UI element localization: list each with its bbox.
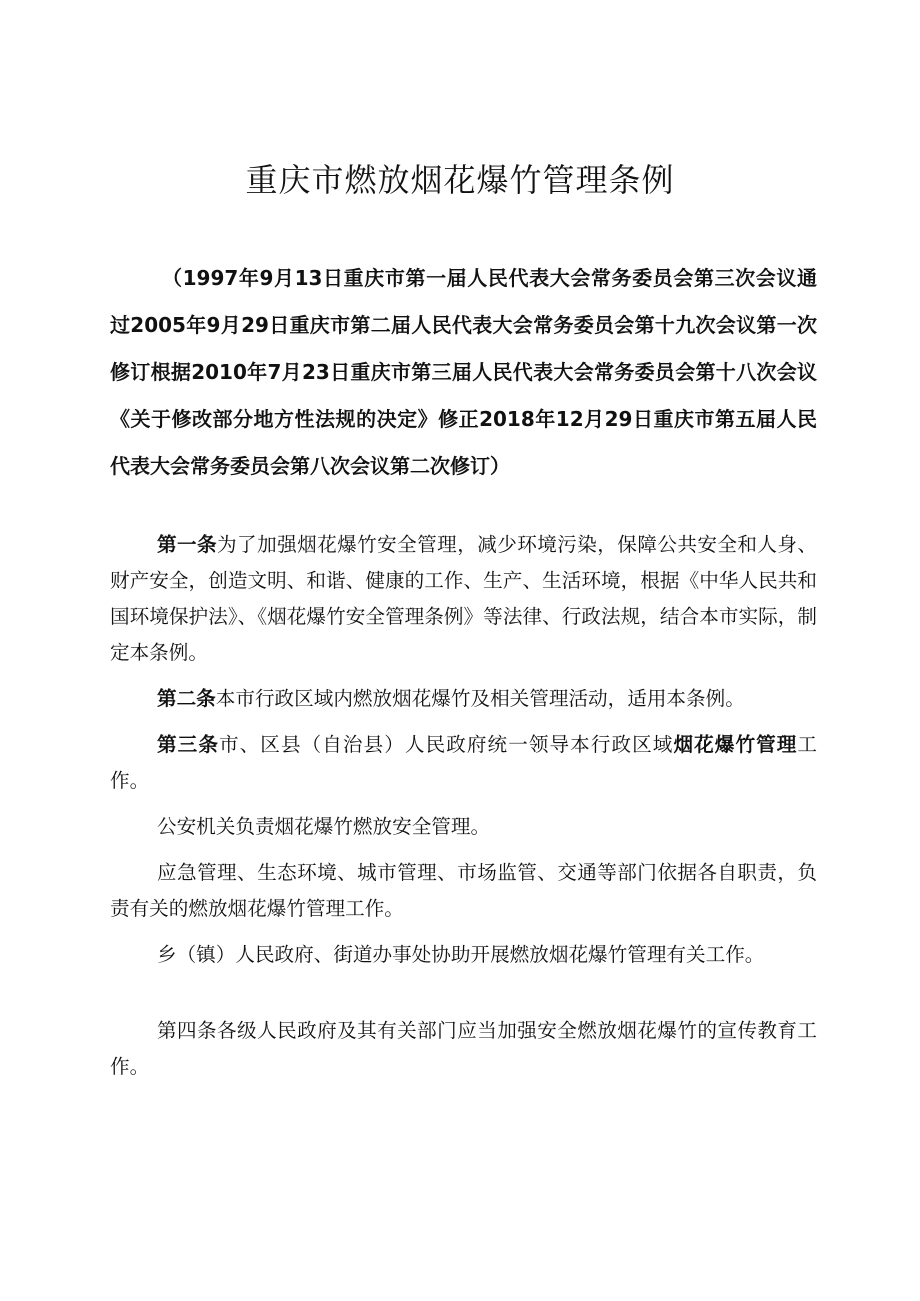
document-title: 重庆市燃放烟花爆竹管理条例 [245, 161, 675, 199]
article-3-text-after: 工作。 [110, 733, 818, 792]
article-2-text: 本市行政区域内燃放烟花爆竹及相关管理活动，适用本条例。 [215, 687, 745, 710]
article-1-text: 为了加强烟花爆竹安全管理，减少环境污染，保障公共安全和人身、财产安全，创造文明、和谐、健康的工作、生产、生活环境，根据《中华人民共和国环境保护法》、《烟花爆竹安全管理条例》等法律、行政法规，结合本市实际，制定本条例。 [110, 533, 818, 664]
article-4: 第四条各级人民政府及其有关部门应当加强安全燃放烟花爆竹的宣传教育工作。 [110, 1019, 817, 1078]
document-body [110, 527, 817, 1095]
paragraph-townships: 乡（镇）人民政府、街道办事处协助开展燃放烟花爆竹管理有关工作。 [157, 943, 765, 966]
paragraph-police: 公安机关负责烟花爆竹燃放安全管理。 [157, 815, 491, 838]
article-1 [110, 527, 817, 671]
legislative-history-note: （1997年9月13日重庆市第一届人民代表大会常务委员会第三次会议通过2005年9月29日重庆市第二届人民代表大会常务委员会第十九次会议第一次修订根据2010年7月23日重庆市第三届人民代表大会常务委员会第十八次会议《关于修改部分地方性法规的决定》修正2018年12月29日重庆市第五届人民代表大会常务委员会第八次会议第二次修订） [110, 266, 817, 478]
article-1-number: 第一条 [157, 533, 218, 556]
article-3-text-before: 市、区县（自治县）人民政府统一领导本行政区域 [218, 733, 674, 756]
paragraph-departments: 应急管理、生态环境、城市管理、市场监管、交通等部门依据各自职责，负责有关的燃放烟花爆竹管理工作。 [110, 861, 817, 920]
article-3-emphasis: 烟花爆竹管理 [673, 733, 798, 756]
article-3-number: 第三条 [157, 733, 219, 756]
article-3 [110, 727, 817, 799]
article-2-number: 第二条 [157, 687, 216, 710]
article-2 [110, 681, 817, 717]
